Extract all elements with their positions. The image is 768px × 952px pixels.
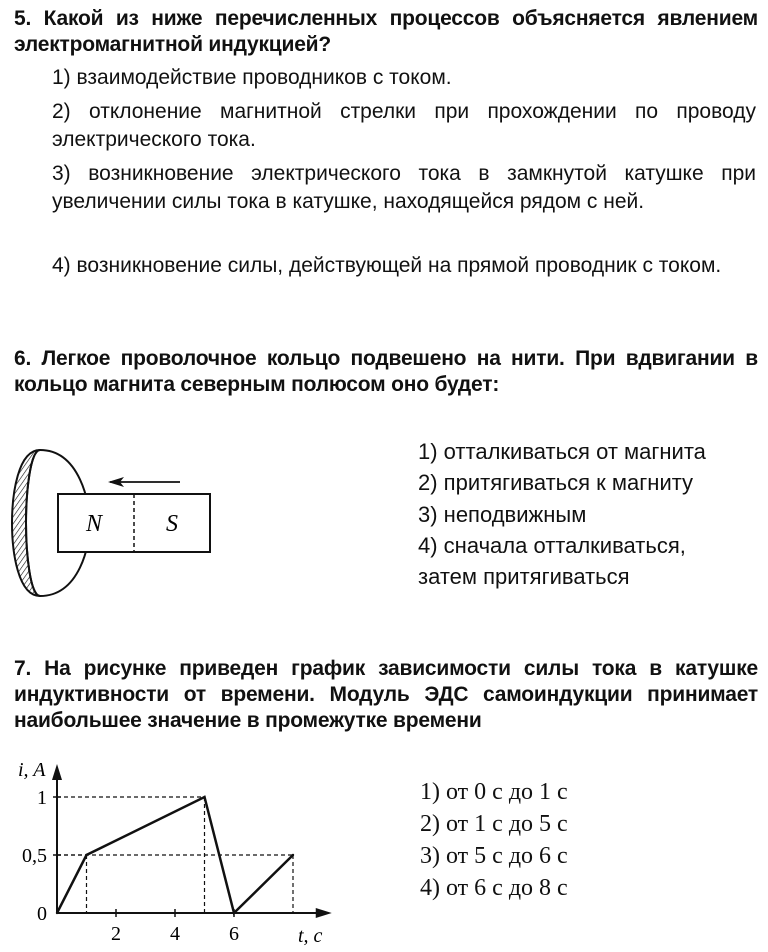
magnet-south-label: S xyxy=(166,511,178,537)
question-7-title: 7. На рисунке приведен график зависимости силы тока в катушке индуктивности от времени. Модуль ЭДС самоиндукции принимает наибольшее значение в промежутке времени xyxy=(14,657,758,732)
question-7-option-3: 3) от 5 с до 6 с xyxy=(420,843,568,869)
chart-x-tick-label: 6 xyxy=(229,923,239,945)
chart-x-axis-label: t, c xyxy=(298,925,323,947)
question-5-option-4: 4) возникновение силы, действующей на прямой проводник с током. xyxy=(52,254,722,277)
magnet-north-label: N xyxy=(85,511,103,537)
question-5-title: 5. Какой из ниже перечисленных процессов объясняется явлением электромагнитной индукцией? xyxy=(14,7,758,56)
chart-point xyxy=(292,854,294,856)
chart-x-tick-label: 4 xyxy=(170,923,180,945)
question-7-option-4: 4) от 6 с до 8 с xyxy=(420,875,568,901)
question-5-option-1: 1) взаимодействие проводников с током. xyxy=(52,66,452,89)
question-6-option-4-cont: затем притягиваться xyxy=(418,564,630,589)
chart-y-tick-label: 0 xyxy=(37,903,47,925)
question-6-option-4: 4) сначала отталкиваться, xyxy=(418,533,686,558)
question-6-option-2: 2) притягиваться к магниту xyxy=(418,470,694,495)
chart-x-tick-label: 2 xyxy=(111,923,121,945)
question-7-option-1: 1) от 0 с до 1 с xyxy=(420,779,568,805)
chart-x-axis-arrow xyxy=(316,908,332,918)
question-6-option-1: 1) отталкиваться от магнита xyxy=(418,439,706,464)
chart-point xyxy=(56,912,58,914)
question-7-option-2: 2) от 1 с до 5 с xyxy=(420,811,568,837)
chart-y-tick-label: 0,5 xyxy=(22,845,47,867)
current-time-chart xyxy=(0,756,360,952)
ring-magnet-figure xyxy=(10,444,220,604)
chart-point xyxy=(203,796,205,798)
question-6-option-3: 3) неподвижным xyxy=(418,502,587,527)
question-5-option-2: 2) отклонение магнитной стрелки при прохождении по проводу электрического тока. xyxy=(52,100,756,151)
question-5-option-3: 3) возникновение электрического тока в замкнутой катушке при увеличении силы тока в катушке, находящейся рядом с ней. xyxy=(52,162,756,213)
chart-y-tick-label: 1 xyxy=(37,787,47,809)
chart-point xyxy=(85,854,87,856)
chart-point xyxy=(233,912,235,914)
question-6-title: 6. Легкое проволочное кольцо подвешено на нити. При вдвигании в кольцо магнита северным полюсом оно будет: xyxy=(14,347,758,396)
chart-y-axis-arrow xyxy=(52,764,62,780)
chart-y-axis-label: i, A xyxy=(18,759,46,781)
